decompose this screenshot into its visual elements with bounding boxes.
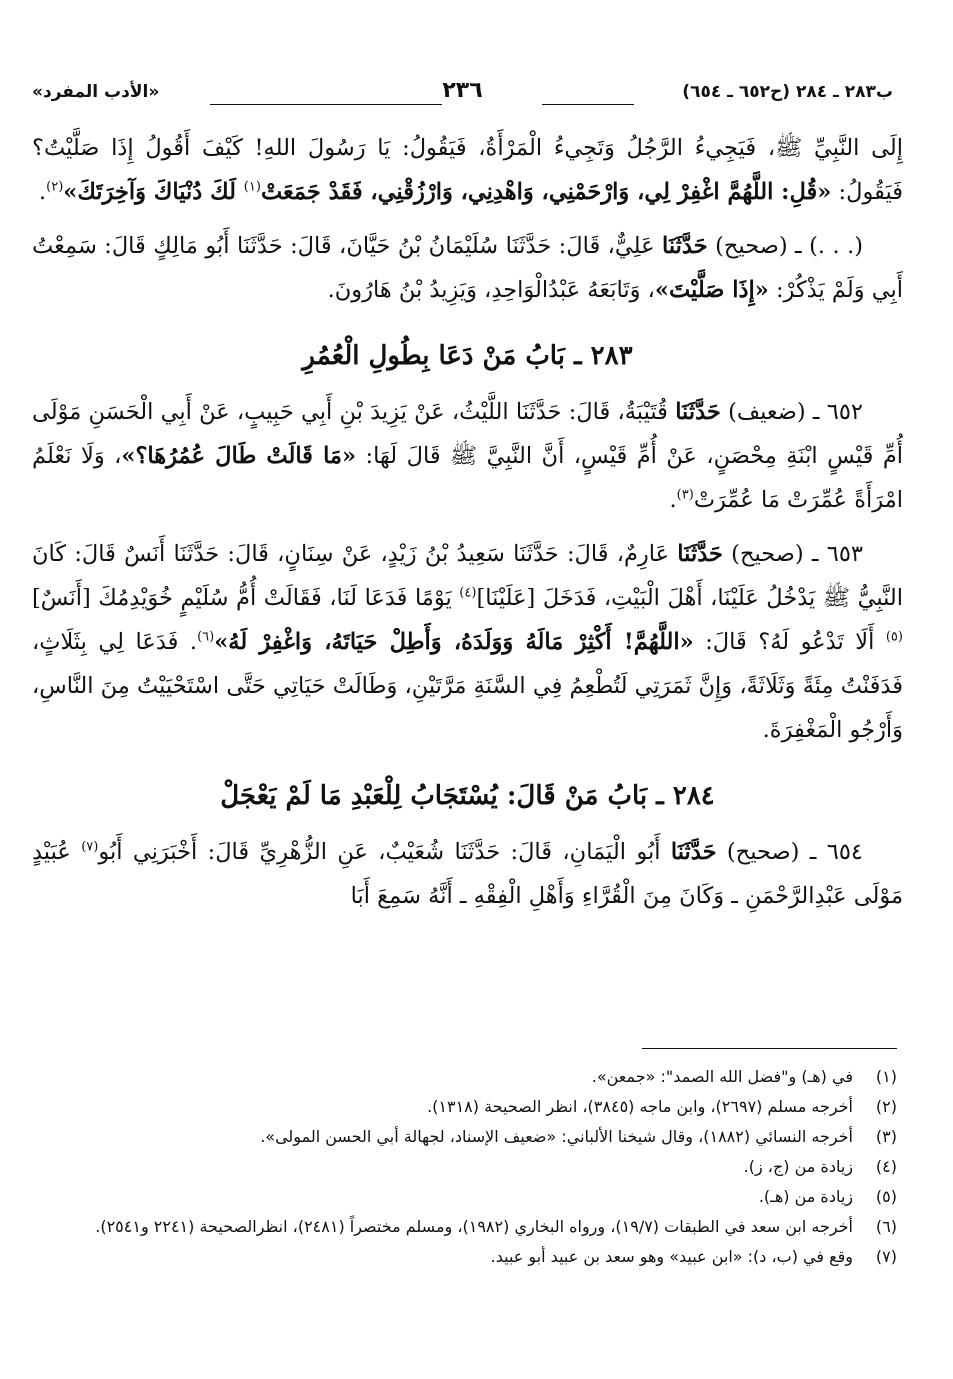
footnote-number: (٦) bbox=[875, 1217, 897, 1236]
page-number: ٢٣٦ bbox=[442, 78, 483, 103]
footnote-text: زيادة من (هـ). bbox=[758, 1187, 853, 1206]
text-run: عُبَيْدٍ مَوْلَى عَبْدِالرَّحْمَنِ ـ وَكَانَ مِنَ الْقُرَّاءِ وَأَهْلِ الْفِقْهِ ـ أَنَّهُ سَمِعَ أَبَا bbox=[32, 839, 903, 909]
footnote bbox=[32, 1122, 897, 1152]
text-run: قُتَيْبَةُ، قَالَ: حَدَّثَنَا اللَّيْثُ، عَنْ يَزِيدَ بْنِ أَبِي حَبِيبٍ، عَنْ أَبِي الْحَسَنِ مَوْلَى أُمِّ قَيْسٍ ابْنَةِ مِحْصَنٍ، عَنْ أُمِّ قَيْسٍ، أَنَّ النَّبِيَّ ﷺ قَالَ لَهَا: bbox=[32, 399, 903, 469]
narration-keyword: حَدَّثَنَا bbox=[670, 839, 717, 865]
footnote-number: (٣) bbox=[875, 1127, 897, 1146]
footnote bbox=[32, 1212, 897, 1242]
text-run: (. . .) ـ (صحيح) bbox=[707, 233, 863, 259]
footnote-text: أخرجه النسائي (١٨٨٢)، وقال شيخنا الألباني: «ضعيف الإسناد، لجهالة أبي الحسن المولى». bbox=[260, 1127, 853, 1146]
footnote-number: (٤) bbox=[875, 1157, 897, 1176]
footnote bbox=[32, 1182, 897, 1212]
page-header bbox=[32, 78, 893, 112]
paragraph-continuation bbox=[32, 126, 903, 214]
footnote-ref: (٤) bbox=[459, 585, 477, 601]
narration-keyword: حَدَّثَنَا bbox=[662, 233, 708, 259]
hadith-number: ٦٥٤ ـ (صحيح) bbox=[716, 839, 864, 865]
footnote bbox=[32, 1062, 897, 1092]
footnote-ref: (١) bbox=[243, 179, 261, 195]
footnote-number: (٧) bbox=[875, 1247, 897, 1266]
footnote-text: في (هـ) و"فضل الله الصمد": «جمعن». bbox=[591, 1067, 853, 1086]
hadith-653 bbox=[32, 532, 903, 752]
hadith-number: ٦٥٢ ـ (ضعيف) bbox=[720, 399, 864, 425]
footnote-ref: (٧) bbox=[81, 839, 99, 855]
text-run: ، وَتَابَعَهُ عَبْدُالْوَاحِدِ، وَيَزِيدُ بْنُ هَارُونَ. bbox=[327, 277, 655, 303]
text-run: أَبُو الْيَمَانِ، قَالَ: حَدَّثَنَا شُعَيْبٌ، عَنِ الزُّهْرِيِّ قَالَ: أَخْبَرَنِي أَبُو bbox=[98, 839, 671, 865]
header-reference: ب٢٨٣ ـ ٢٨٤ (ح٦٥٢ ـ ٦٥٤) bbox=[682, 82, 893, 102]
text-run: ، وَلَا نَعْلَمُ امْرَأَةً عُمِّرَتْ مَا عُمِّرَتْ bbox=[32, 443, 903, 513]
hadith-quote: «قُلِ: اللَّهُمَّ اغْفِرْ لِي، وَارْحَمْنِي، وَاهْدِنِي، وَارْزُقْنِي، فَقَدْ جَمَعَتْ bbox=[260, 179, 832, 205]
hadith-number: ٦٥٣ ـ (صحيح) bbox=[722, 541, 863, 567]
header-rule-left bbox=[210, 104, 442, 105]
footnote-number: (١) bbox=[875, 1067, 897, 1086]
footnote-text: زيادة من (ج، ز). bbox=[743, 1157, 853, 1176]
text-run: عَلِيٌّ، قَالَ: حَدَّثَنَا سُلَيْمَانُ بْنُ حَيَّانَ، قَالَ: حَدَّثَنَا أَبُو مَالِكٍ قَالَ: سَمِعْتُ أَبِي وَلَمْ يَذْكُرْ: bbox=[32, 233, 903, 303]
hadith-654 bbox=[32, 830, 903, 918]
footnote-number: (٢) bbox=[875, 1097, 897, 1116]
footnote-ref: (٣) bbox=[676, 487, 694, 503]
footnote-text: وقع في (ب، د): «ابن عبيد» وهو سعد بن عبيد أبو عبيد. bbox=[490, 1247, 853, 1266]
header-rule-right bbox=[542, 104, 634, 105]
text-run: . bbox=[669, 487, 677, 513]
text-run: . bbox=[38, 179, 47, 205]
hadith-quote: «إِذَا صَلَّيْتَ» bbox=[654, 277, 769, 303]
book-title: «الأدب المفرد» bbox=[32, 82, 160, 102]
footnote-ref: (٢) bbox=[46, 179, 64, 195]
hadith-quote: «مَا قَالَتْ طَالَ عُمُرُهَا؟» bbox=[121, 443, 357, 469]
text-run: أَلَا تَدْعُو لَهُ؟ قَالَ: bbox=[693, 629, 886, 655]
hadith-652 bbox=[32, 390, 903, 522]
narration-keyword: حَدَّثَنَا bbox=[675, 399, 721, 425]
footnotes bbox=[32, 1062, 897, 1272]
text-run: إِلَى النَّبِيِّ ﷺ، فَيَجِيءُ الرَّجُلُ وَتَجِيءُ الْمَرْأَةُ، فَيَقُولُ: يَا رَسُولَ اللهِ! كَيْفَ أَقُولُ إِذَا صَلَّيْتُ؟ فَيَقُولُ: bbox=[32, 135, 903, 205]
text-run: . فَدَعَا لِي بِثَلَاثٍ، فَدَفَنْتُ مِئَةً وَثَلَاثَةً، وَإِنَّ ثَمَرَتِي لَتُطْعِمُ فِي السَّنَةِ مَرَّتَيْنِ، وَطَالَتْ حَيَاتِي حَتَّى اسْتَحْيَيْتُ مِنَ النَّاسِ، وَأَرْجُو الْمَغْفِرَةَ. bbox=[32, 629, 903, 743]
footnote-text: أخرجه ابن سعد في الطبقات (١٩/٧)، ورواه البخاري (١٩٨٢)، ومسلم مختصراً (٢٤٨١)، انظرالصحيحة (٢٢٤١ و٢٥٤١). bbox=[95, 1217, 853, 1236]
footnote bbox=[32, 1092, 897, 1122]
text-run: يَوْمًا فَدَعَا لَنَا، فَقَالَتْ أُمُّ سُلَيْمٍ خُوَيْدِمُكَ [أَنَسٌ] bbox=[32, 585, 460, 611]
footnote-text: أخرجه مسلم (٢٦٩٧)، وابن ماجه (٣٨٤٥)، انظر الصحيحة (١٣١٨). bbox=[427, 1097, 853, 1116]
paragraph-chain bbox=[32, 224, 903, 312]
footnote bbox=[32, 1152, 897, 1182]
text-run: عَارِمٌ، قَالَ: حَدَّثَنَا سَعِيدُ بْنُ زَيْدٍ، عَنْ سِنَانٍ، قَالَ: حَدَّثَنَا أَنَسٌ قَالَ: كَانَ النَّبِيُّ ﷺ يَدْخُلُ عَلَيْنَا، أَهْلَ الْبَيْتِ، فَدَخَلَ [عَلَيْنَا] bbox=[32, 541, 904, 611]
footnote-ref: (٥) bbox=[885, 629, 903, 645]
hadith-quote: لَكَ دُنْيَاكَ وَآخِرَتَكَ» bbox=[63, 179, 244, 205]
main-text bbox=[32, 126, 903, 928]
hadith-quote: «اللَّهُمَّ! أَكْثِرْ مَالَهُ وَوَلَدَهُ، وَأَطِلْ حَيَاتَهُ، وَاغْفِرْ لَهُ» bbox=[214, 629, 694, 655]
footnote-divider bbox=[642, 1048, 897, 1049]
chapter-heading-284: ٢٨٤ ـ بَابُ مَنْ قَالَ: يُسْتَجَابُ لِلْعَبْدِ مَا لَمْ يَعْجَلْ bbox=[220, 781, 715, 811]
chapter-heading-283: ٢٨٣ ـ بَابُ مَنْ دَعَا بِطُولِ الْعُمُرِ bbox=[302, 341, 633, 371]
footnote-ref: (٦) bbox=[197, 629, 215, 645]
narration-keyword: حَدَّثَنَا bbox=[677, 541, 723, 567]
footnote bbox=[32, 1242, 897, 1272]
footnote-number: (٥) bbox=[875, 1187, 897, 1206]
